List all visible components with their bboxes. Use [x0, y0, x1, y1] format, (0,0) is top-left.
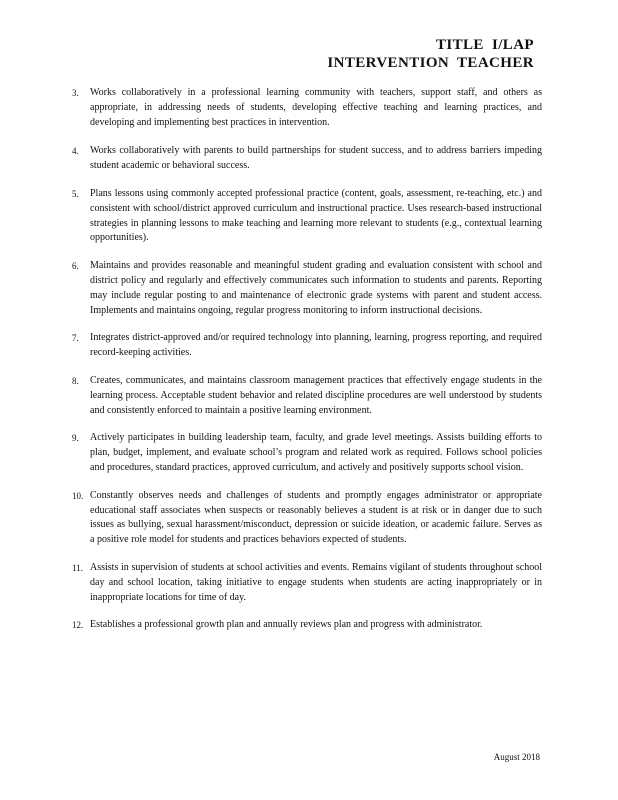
- item-text: Works collaboratively in a professional learning community with teachers, support staff, and others as appropriate, in addressing needs of students, developing effective teaching and learning practices, and developing and implementing best practices in intervention.: [90, 87, 542, 128]
- item-text: Assists in supervision of students at school activities and events. Remains vigilant of students throughout school day and school location, taking initiative to engage students when students are acting inappropriately or in inappropriate locations for time of day.: [90, 561, 542, 603]
- list-item: [72, 144, 542, 174]
- item-number: 10.: [72, 490, 84, 501]
- item-number: 4.: [72, 146, 79, 157]
- item-number: 9.: [72, 433, 79, 444]
- item-number: 3.: [72, 88, 79, 98]
- item-number: 7.: [72, 333, 79, 344]
- item-text: Integrates district-approved and/or required technology into planning, learning, progress reporting, and required record-keeping activities.: [90, 332, 542, 359]
- list-item: [72, 374, 542, 418]
- list-item: [72, 561, 542, 605]
- list-item: [72, 618, 542, 633]
- duties-list: [72, 86, 542, 633]
- item-text: Creates, communicates, and maintains classroom management practices that effectively engage students in the learning process. Acceptable student behavior and related discipline procedures are well understood by students and consistently enforced to maintain a positive learning environment.: [90, 374, 542, 416]
- item-text: Works collaboratively with parents to build partnerships for student success, and to address barriers impeding student academic or behavioral success.: [90, 145, 542, 172]
- title-line-1: TITLE I/LAP: [435, 37, 534, 53]
- item-number: 11.: [72, 562, 83, 573]
- list-item: [72, 187, 542, 246]
- title-line-2: INTERVENTION TEACHER: [327, 55, 534, 71]
- item-text: Plans lessons using commonly accepted professional practice (content, goals, assessment, re-teaching, etc.) and consistent with school/district approved curriculum and instructional practice. Uses research-based instructional strategies in planning lessons to make teaching and learning more relevant to students (e.g., contextual learning opportunities).: [90, 187, 542, 244]
- list-item: [72, 259, 542, 318]
- item-number: 8.: [72, 375, 79, 386]
- document-title: [327, 36, 534, 72]
- item-number: 6.: [72, 261, 79, 272]
- item-text: Establishes a professional growth plan and annually reviews plan and progress with administrator.: [90, 619, 483, 631]
- list-item: [72, 86, 542, 130]
- item-number: 5.: [72, 188, 79, 199]
- footer-date: August 2018: [493, 752, 540, 762]
- item-text: Constantly observes needs and challenges of students and promptly engages administrator or appropriate educational staff associates when suspects or reasonably believes a student is at risk or in danger due to such issues as bullying, sexual harassment/misconduct, depression or suicide ideation, or academic failure. Serves as a positive role model for students and practices behaviors expected of students.: [90, 489, 542, 546]
- list-item: [72, 489, 542, 548]
- item-text: Maintains and provides reasonable and meaningful student grading and evaluation consistent with school and district policy and regularly and effectively communicates such information to students and parents. Reporting may include regular posting to and maintenance of electronic grade systems with parent and student access. Implements and maintains ongoing, regular progress monitoring to inform instructional decisions.: [90, 260, 542, 316]
- list-item: [72, 431, 542, 475]
- item-text: Actively participates in building leadership team, faculty, and grade level meetings. Assists building efforts to plan, budget, implement, and evaluate school’s program and related work as required. Follows school policies and procedures, standard practices, approved curriculum, and actively and positively supports school vision.: [90, 432, 542, 473]
- item-number: 12.: [72, 620, 84, 631]
- list-item: [72, 331, 542, 361]
